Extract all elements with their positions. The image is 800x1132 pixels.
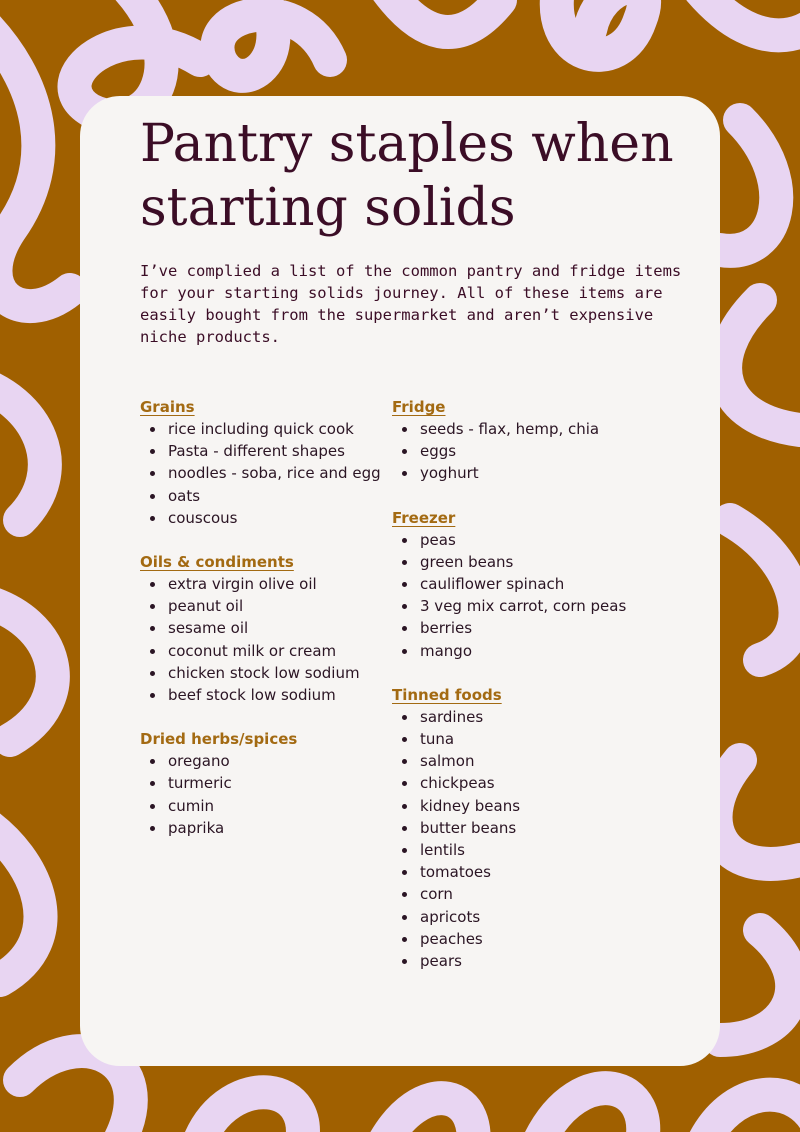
left-column: [140, 396, 390, 861]
list-item: mango: [420, 640, 642, 662]
list-item: pears: [420, 950, 642, 972]
list-item: peanut oil: [168, 595, 390, 617]
list-item: corn: [420, 883, 642, 905]
list-item: turmeric: [168, 772, 390, 794]
list-item: salmon: [420, 750, 642, 772]
oils-list: [140, 573, 390, 706]
section-heading-fridge: Fridge: [392, 398, 446, 416]
list-item: tuna: [420, 728, 642, 750]
list-item: beef stock low sodium: [168, 684, 390, 706]
section-tinned: [392, 684, 642, 972]
page-title: Pantry staples when starting solids: [140, 114, 674, 238]
list-item: seeds - flax, hemp, chia: [420, 418, 642, 440]
list-item: cumin: [168, 795, 390, 817]
intro-text: I’ve complied a list of the common pantry and fridge items for your starting solids journey. All of these items are easily bought from the supermarket and aren’t expensive niche products.: [140, 262, 682, 346]
content-card: [80, 96, 720, 1066]
section-heading-tinned: Tinned foods: [392, 685, 502, 704]
list-item: green beans: [420, 551, 642, 573]
fridge-list: [392, 418, 642, 485]
list-item: peas: [420, 529, 642, 551]
section-fridge: [392, 396, 642, 485]
list-item: yoghurt: [420, 462, 642, 484]
list-item: oats: [168, 485, 390, 507]
list-item: eggs: [420, 440, 642, 462]
list-item: sardines: [420, 706, 642, 728]
list-item: apricots: [420, 906, 642, 928]
list-item: coconut milk or cream: [168, 640, 390, 662]
list-item: Pasta - different shapes: [168, 440, 390, 462]
list-item: couscous: [168, 507, 390, 529]
list-item: noodles - soba, rice and egg: [168, 462, 390, 484]
freezer-list: [392, 529, 642, 662]
list-item: rice including quick cook: [168, 418, 390, 440]
section-oils: [140, 551, 390, 706]
list-item: lentils: [420, 839, 642, 861]
list-item: berries: [420, 617, 642, 639]
section-freezer: [392, 507, 642, 662]
herbs-list: [140, 750, 390, 839]
list-item: paprika: [168, 817, 390, 839]
list-item: tomatoes: [420, 861, 642, 883]
tinned-list: [392, 706, 642, 972]
list-item: sesame oil: [168, 617, 390, 639]
list-item: chicken stock low sodium: [168, 662, 390, 684]
list-item: cauliflower spinach: [420, 573, 642, 595]
list-item: kidney beans: [420, 795, 642, 817]
section-heading-herbs: Dried herbs/spices: [140, 730, 298, 749]
right-column: [392, 396, 642, 994]
section-herbs: [140, 728, 390, 839]
list-item: butter beans: [420, 817, 642, 839]
list-item: 3 veg mix carrot, corn peas: [420, 595, 642, 617]
section-heading-oils: Oils & condiments: [140, 553, 294, 572]
list-item: chickpeas: [420, 772, 642, 794]
section-heading-grains: Grains: [140, 398, 195, 416]
grains-list: [140, 418, 390, 529]
section-heading-freezer: Freezer: [392, 508, 456, 527]
list-item: peaches: [420, 928, 642, 950]
list-item: oregano: [168, 750, 390, 772]
section-grains: [140, 396, 390, 529]
list-item: extra virgin olive oil: [168, 573, 390, 595]
